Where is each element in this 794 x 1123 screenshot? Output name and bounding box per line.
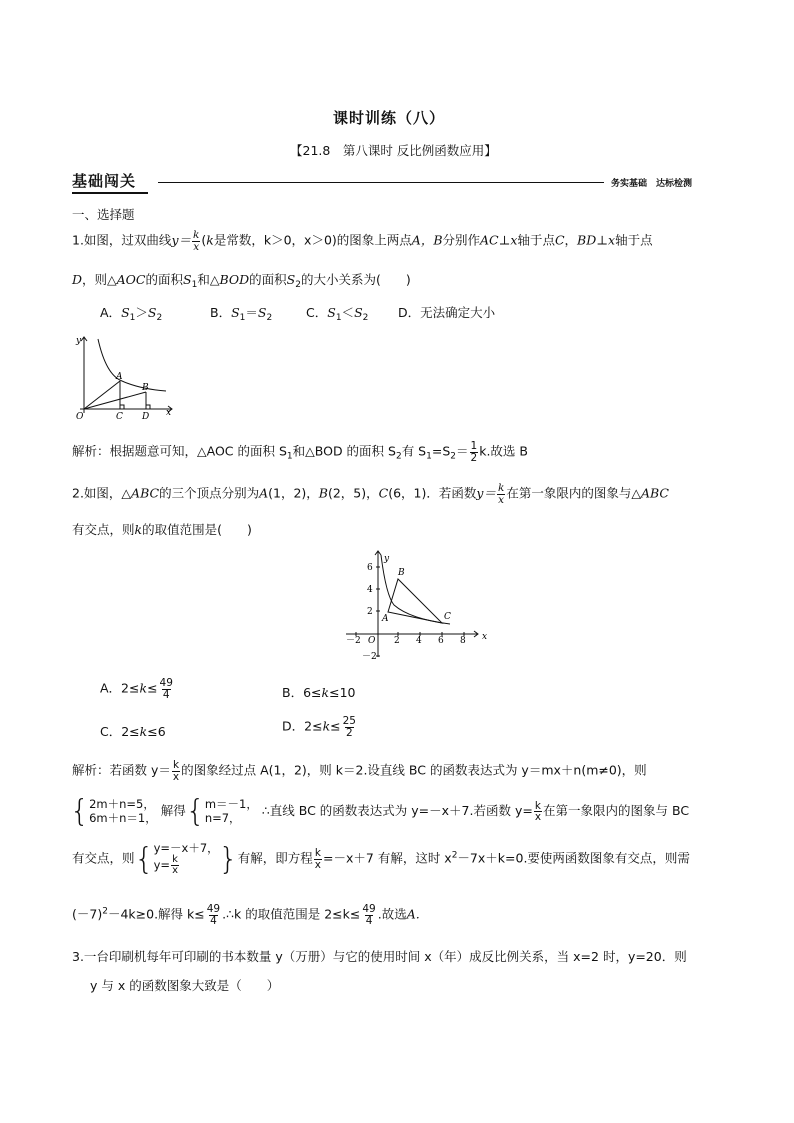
q2-system-2: { m＝－1， n=7， <box>185 794 258 829</box>
q2-analysis-line3: 有交点，则 { y=－x＋7， y= $\frac{k}{x}$ } 有解，即方程 $\frac{k}{x}$ =－x＋7 有解，这时 $x^2-7x+k=0$.要使两函数图象有交点，则需 <box>72 841 690 877</box>
q2-label-y: y <box>384 554 390 564</box>
q2-ytick-neg2: －2 <box>362 652 377 662</box>
q1-label-x: x <box>166 408 172 418</box>
q2-xtick-2: 2 <box>394 636 400 646</box>
q1-option-b: B．$S_1=S_2$ <box>210 305 273 323</box>
q2-ytick-4: 4 <box>367 585 373 595</box>
q1-hyperbola <box>98 339 166 391</box>
q1-figure <box>70 325 180 425</box>
q3-stem-line1: 3.一台印刷机每年可印刷的书本数量 y（万册）与它的使用时间 x（年）成反比例关系，当 x=2 时，y=20．则 <box>72 949 687 964</box>
section-heading: 一、选择题 <box>72 207 135 222</box>
q2-xtick-8: 8 <box>460 636 466 646</box>
q1-label-y: y <box>76 336 82 346</box>
q2-label-A: A <box>382 614 389 624</box>
q1-option-d: D．无法确定大小 <box>398 305 496 320</box>
q2-label-x: x <box>482 632 488 642</box>
q1-label-C: C <box>116 412 123 422</box>
page-subtitle: 【21.8 第八课时 反比例函数应用】 <box>290 143 497 158</box>
q2-ytick-2: 2 <box>367 607 373 617</box>
q2-option-a: A．2≤k≤ $\frac{49}{4}$ <box>100 677 173 701</box>
q2-xtick-6: 6 <box>438 636 444 646</box>
banner-right-label: 务实基础 达标检测 <box>611 179 693 189</box>
q2-system-3: { y=－x＋7， y= $\frac{k}{x}$ } <box>134 841 238 877</box>
q2-system-1: { 2m＋n=5， 6m＋n＝1， <box>70 794 157 829</box>
q2-option-b: B．6≤k≤10 <box>282 685 356 700</box>
q1-label-O: O <box>76 412 84 422</box>
q1-stem-line2: D，则△AOC的面积$S_1$和△BOD的面积$S_2$的大小关系为( ) <box>72 272 411 290</box>
q1-label-D: D <box>142 412 150 422</box>
q1-right-angle-C <box>120 405 124 409</box>
q1-segment-OA <box>84 381 120 409</box>
q2-ytick-6: 6 <box>367 563 373 573</box>
page-title: 课时训练（八） <box>333 109 446 127</box>
q2-analysis-line2: { 2m＋n=5， 6m＋n＝1， 解得 { m＝－1， n=7， ∴直线 BC 的函数表达式为 y=－x＋7.若函数 y= $\frac{k}{x}$ 在第一象限内的图象与 BC <box>70 794 690 829</box>
q2-label-C: C <box>444 612 451 622</box>
q1-analysis: 解析：根据题意可知，△AOC 的面积 $S_1$和△BOD 的面积 $S_2$有 $S_1=S_2=$ $\frac{1}{2}$ k.故选 B <box>72 440 528 464</box>
banner-left-label: 基础闯关 <box>72 172 137 190</box>
q2-stem-line1: 2.如图，△ABC的三个顶点分别为A(1，2)，B(2，5)，C(6，1)．若函数y＝ $\frac{k}{x}$ 在第一象限内的图象与△ABC <box>72 482 669 506</box>
q2-hyperbola <box>381 555 450 624</box>
q1-label-B: B <box>142 383 149 393</box>
q1-option-a: A．$S_1>S_2$ <box>100 305 163 323</box>
q1-stem-line1: 1.如图，过双曲线y＝ $\frac{k}{x}$ (k是常数，k＞0，x＞0)的图象上两点A，B分别作AC⊥x轴于点C，BD⊥x轴于点 <box>72 229 653 253</box>
q2-xtick-neg2: －2 <box>346 636 361 646</box>
q2-xtick-4: 4 <box>416 636 422 646</box>
q2-stem-line2: 有交点，则k的取值范围是( ) <box>72 522 252 537</box>
banner-rule <box>158 182 604 183</box>
q2-figure <box>338 545 488 665</box>
q3-stem-line2: y 与 x 的函数图象大致是（ ） <box>90 978 280 993</box>
q1-right-angle-D <box>146 405 150 409</box>
banner-underline <box>72 192 148 194</box>
q1-label-A: A <box>116 372 123 382</box>
q2-analysis-line4: $(-7)^2-4k\ge 0$.解得 k≤ $\frac{49}{4}$ .∴k 的取值范围是 2≤k≤ $\frac{49}{4}$ .故选A. <box>72 903 420 927</box>
q1-segment-OB <box>84 392 146 409</box>
q2-option-d: D．2≤k≤ $\frac{25}{2}$ <box>282 715 356 739</box>
q1-option-c: C．$S_1<S_2$ <box>306 305 369 323</box>
q2-analysis-line1: 解析：若函数 y＝ $\frac{k}{x}$ 的图象经过点 A(1，2)，则 k＝2.设直线 BC 的函数表达式为 y＝mx＋n(m≠0)，则 <box>72 759 647 783</box>
q2-label-B: B <box>398 568 405 578</box>
q2-label-O: O <box>368 636 376 646</box>
q2-option-c: C．2≤k≤6 <box>100 724 166 739</box>
